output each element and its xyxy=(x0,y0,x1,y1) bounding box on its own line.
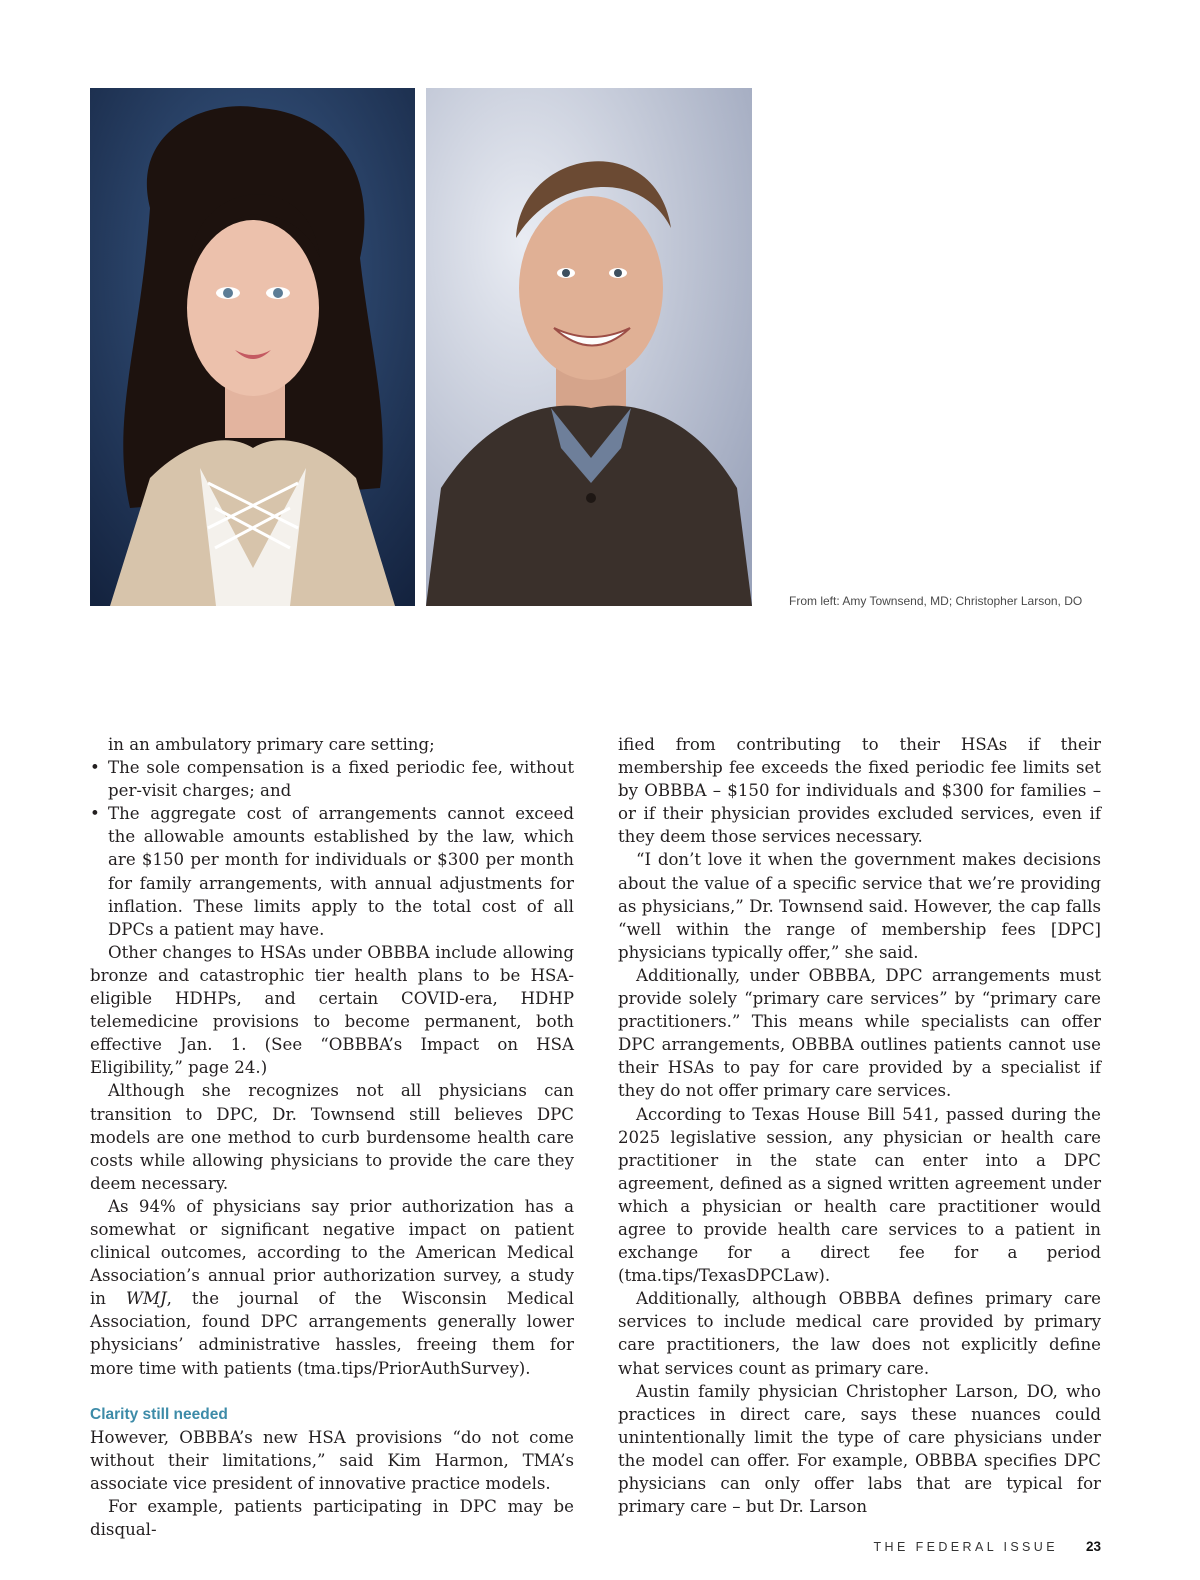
journal-name: WMJ xyxy=(125,1289,167,1309)
article-column-right xyxy=(618,733,1101,1518)
paragraph: Other changes to HSAs under OBBBA include allowing bronze and catastrophic tier health plans to be HSA-eligible HDHPs, and certain COVID-era, HDHP telemedicine provisions to become permanent, both effective Jan. 1. (See “OBBBA’s Impact on HSA Eligibility,” page 24.) xyxy=(90,942,574,1078)
bullet-item: • The sole compensation is a fixed periodic fee, without per-visit charges; and xyxy=(90,756,574,802)
paragraph: Additionally, under OBBBA, DPC arrangements must provide solely “primary care services” by “primary care practitioners.” This means while specialists can offer DPC arrangements, OBBBA outlines patients cannot use their HSAs to pay for care provided by a specialist if they do not offer primary care services. xyxy=(618,965,1101,1101)
bullet-continuation: in an ambulatory primary care setting; xyxy=(108,735,435,754)
paragraph-text: , the journal of the Wisconsin Medical Association, found DPC arrangements generally lower physicians’ administrative hassles, freeing them for more time with patients (tma.tips/​PriorAuthSurvey). xyxy=(90,1289,574,1378)
page-footer xyxy=(874,1539,1101,1554)
photo-amy-townsend xyxy=(90,88,415,606)
page-number: 23 xyxy=(1085,1539,1101,1554)
paragraph-text: As 94% of physicians say prior authorization has a somewhat or significant negative impact on patient clinical outcomes, according to the American Medical Association’s annual prior authorization survey, a study in xyxy=(90,1196,574,1309)
paragraph: ified from contributing to their HSAs if their membership fee exceeds the fixed periodic fee limits set by OBBBA – $150 for individuals and $300 for families – or if their physician provides excluded services, even if they deem those services necessary. xyxy=(618,735,1101,847)
bullet-list xyxy=(90,756,574,941)
paragraph: Additionally, although OBBBA defines primary care services to include medical care provided by primary care practitioners, the law does not explicitly define what services count as primary care. xyxy=(618,1289,1101,1378)
photo-caption: From left: Amy Townsend, MD; Christopher Larson, DO xyxy=(789,594,1083,608)
paragraph: “I don’t love it when the government makes decisions about the value of a specific service that we’re providing as physicians,” Dr. Townsend said. However, the cap falls “well within the range of membership fees [DPC] physicians typically offer,” she said. xyxy=(618,850,1101,962)
paragraph: According to Texas House Bill 541, passed during the 2025 legislative session, any physician or health care practitioner in the state can enter into a DPC agreement, defined as a signed written agreement under which a physician or health care practitioner would agree to provide health care services to a patient in exchange for a direct fee for a period (tma.tips/TexasDPCLaw). xyxy=(618,1104,1101,1286)
paragraph: However, OBBBA’s new HSA provisions “do not come without their limitations,” said Kim Harmon, TMA’s associate vice president of innovative practice models. xyxy=(90,1427,574,1493)
bullet-item: • The aggregate cost of arrangements cannot exceed the allowable amounts established by the law, which are $150 per month for individuals or $300 per month for family arrangements, with annual adjustments for inflation. These limits apply to the total cost of all DPCs a patient may have. xyxy=(90,802,574,941)
paragraph: For example, patients participating in DPC may be disqual- xyxy=(90,1496,574,1539)
paragraph: Austin family physician Christopher Larson, DO, who practices in direct care, says these nuances could unintentionally limit the type of care physicians under the model can offer. For example, OBBBA specifies DPC physicians can only offer labs that are typical for primary care – but Dr. Larson xyxy=(618,1381,1101,1517)
paragraph xyxy=(90,1195,574,1380)
paragraph: Although she recognizes not all physicians can transition to DPC, Dr. Townsend still believes DPC models are one method to curb burdensome health care costs while allowing physicians to provide the care they deem necessary. xyxy=(90,1081,574,1193)
section-subheading: Clarity still needed xyxy=(90,1405,228,1423)
article-column-left xyxy=(90,733,574,1541)
photo-christopher-larson xyxy=(426,88,752,606)
publication-name: THE FEDERAL ISSUE xyxy=(873,1540,1058,1554)
